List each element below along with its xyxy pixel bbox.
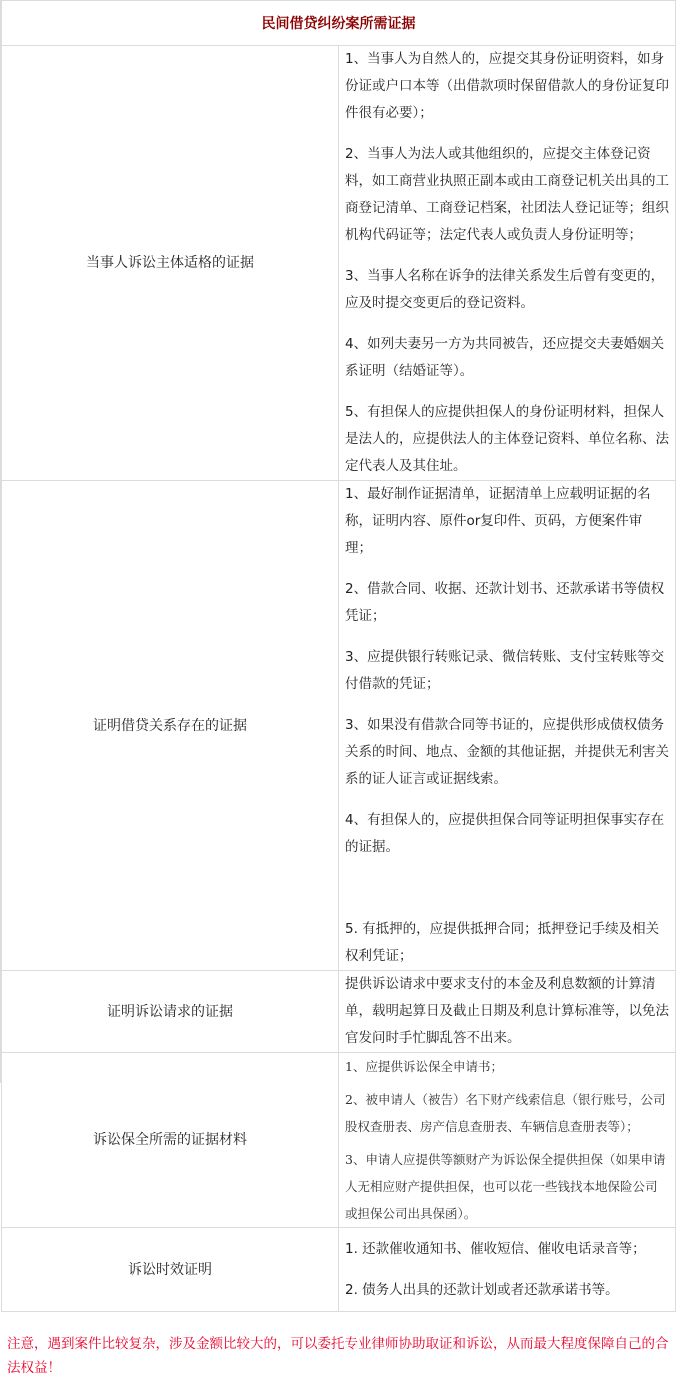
section-content xyxy=(339,1228,676,1312)
list-item: 1、最好制作证据清单，证据清单上应载明证据的名称，证明内容、原件or复印件、页码，方便案件审理； xyxy=(345,486,651,556)
list-item: 5. 有抵押的，应提供抵押合同；抵押登记手续及相关权利凭证； xyxy=(345,921,660,964)
list-item: 提供诉讼请求中要求支付的本金及利息数额的计算清单，载明起算日及截止日期及利息计算标准等，以免法官发问时手忙脚乱答不出来。 xyxy=(345,976,669,1046)
section-heading: 当事人诉讼主体适格的证据 xyxy=(2,46,339,481)
list-item: 5、有担保人的应提供担保人的身份证明材料，担保人是法人的，应提供法人的主体登记资料、单位名称、法定代表人及其住址。 xyxy=(345,404,669,474)
warning-note: 注意，遇到案件比较复杂，涉及金额比较大的，可以委托专业律师协助取证和诉讼，从而最大程度保障自己的合法权益！ xyxy=(7,1336,669,1376)
section-row-limitation xyxy=(2,1228,676,1312)
list-item: 3、如果没有借款合同等书证的，应提供形成债权债务关系的时间、地点、金额的其他证据，并提供无利害关系的证人证言或证据线索。 xyxy=(345,717,669,787)
section-content xyxy=(339,481,676,971)
section-content xyxy=(339,46,676,481)
document-title: 民间借贷纠纷案所需证据 xyxy=(2,1,676,46)
section-row-claim-evidence xyxy=(2,971,676,1053)
section-heading: 证明诉讼请求的证据 xyxy=(2,971,339,1053)
list-item: 1. 还款催收通知书、催收短信、催收电话录音等； xyxy=(345,1240,646,1257)
section-content xyxy=(339,971,676,1053)
list-item: 4、如列夫妻另一方为共同被告，还应提交夫妻婚姻关系证明（结婚证等）。 xyxy=(345,336,665,379)
section-heading: 诉讼保全所需的证据材料 xyxy=(2,1053,339,1228)
section-row-loan-relationship xyxy=(2,481,676,971)
list-item: 4、有担保人的，应提供担保合同等证明担保事实存在的证据。 xyxy=(345,812,665,855)
list-item: 3、当事人名称在诉争的法律关系发生后曾有变更的，应及时提交变更后的登记资料。 xyxy=(345,268,665,311)
list-item: 2、当事人为法人或其他组织的，应提交主体登记资料，如工商营业执照正副本或由工商登记机关出具的工商登记清单、工商登记档案，社团法人登记证等；组织机构代码证等；法定代表人或负责人身份证明等； xyxy=(345,146,669,243)
evidence-table xyxy=(1,0,676,1312)
section-row-party-qualification xyxy=(2,46,676,481)
section-heading: 诉讼时效证明 xyxy=(2,1228,339,1312)
list-item: 2、借款合同、收据、还款计划书、还款承诺书等债权凭证； xyxy=(345,581,665,624)
list-item: 2、被申请人（被告）名下财产线索信息（银行账号，公司股权查册表、房产信息查册表、车辆信息查册表等）； xyxy=(345,1092,666,1134)
list-item: 3、应提供银行转账记录、微信转账、支付宝转账等交付借款的凭证； xyxy=(345,649,665,692)
list-item: 1、应提供诉讼保全申请书； xyxy=(345,1059,503,1074)
list-item: 1、当事人为自然人的，应提交其身份证明资料，如身份证或户口本等（出借款项时保留借款人的身份证复印件很有必要）； xyxy=(345,51,669,121)
list-item: 2. 债务人出具的还款计划或者还款承诺书等。 xyxy=(345,1281,619,1298)
section-content xyxy=(339,1053,676,1228)
section-row-preservation xyxy=(2,1053,676,1228)
section-heading: 证明借贷关系存在的证据 xyxy=(2,481,339,971)
list-item: 3、申请人应提供等额财产为诉讼保全提供担保（如果申请人无相应财产提供担保，也可以花一些钱找本地保险公司或担保公司出具保函）。 xyxy=(345,1152,666,1221)
